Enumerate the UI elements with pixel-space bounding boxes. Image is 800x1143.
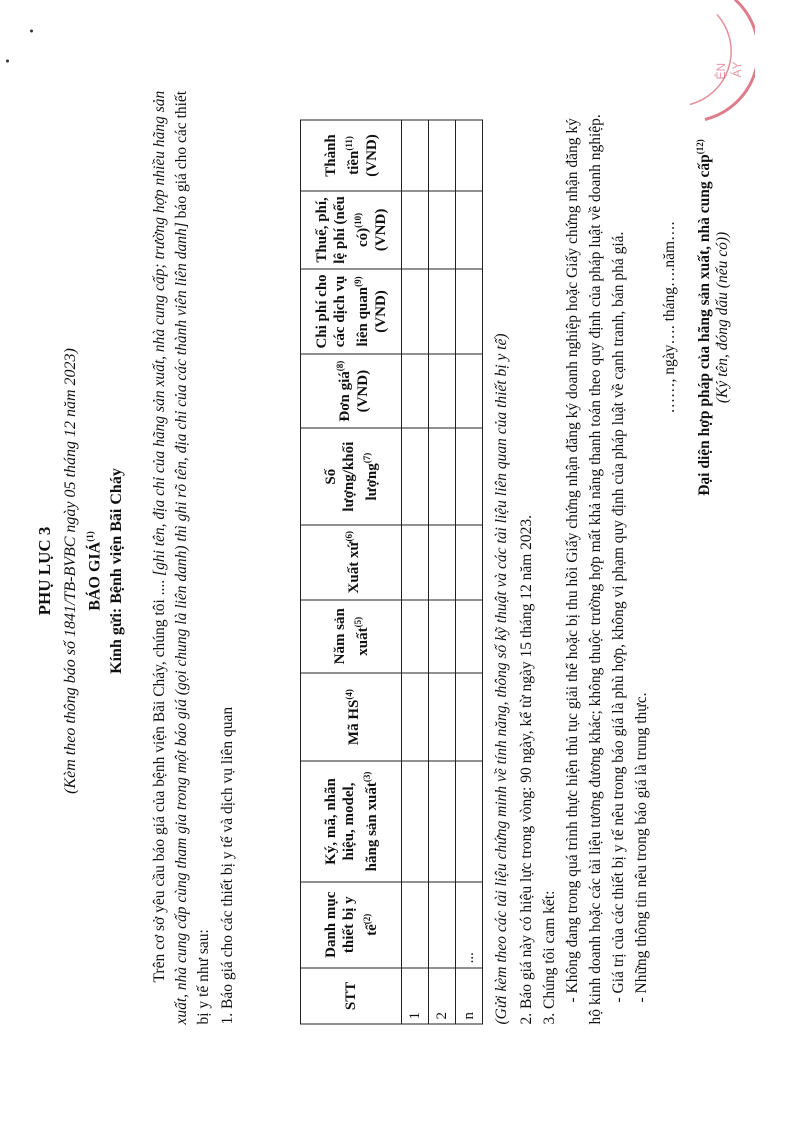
attachment-note: (Gửi kèm theo các tài liệu chứng minh về tính năng, thông số kỹ thuật và các tài liệu liên quan của thiết bị y tế) [493, 333, 510, 1025]
cell-stt: 1 [402, 968, 429, 1024]
intro-line-1: Trên cơ sở yêu cầu báo giá của bệnh viện Bãi Cháy, chúng tôi .... [ghi tên, địa chỉ của hãng sản xuất, nhà cung cấp; trường hợp nhiều hãng sản [151, 90, 168, 983]
col-hs-code: Mã HS$^{(4)}$ [301, 673, 402, 761]
seal-stamp-fragment [585, 0, 755, 140]
intro-line-2: xuất, nhà cung cấp cùng tham gia trong một báo giá (gọi chung là liên danh) thì ghi rõ tên, địa chỉ của các thành viên liên danh] báo giá cho các thiết [173, 90, 190, 1025]
signatory-title: Đại diện hợp pháp của hãng sản xuất, nhà cung cấp$^{(12)}$ [695, 139, 714, 496]
recipient: Kính gửi: Bệnh viện Bãi Cháy [108, 468, 125, 674]
col-tax: Thuế, phí, lệ phí (nếu có)$^{(10)}$ (VND) [301, 191, 402, 269]
commitment-1b: hộ kinh doanh hoặc các tài liệu tương đương khác; không thuộc trường hợp mất khả năng thanh toán theo quy định của pháp luật về doanh nghiệp. [587, 114, 604, 1025]
signatory-hint: (Ký tên, đóng dấu (nếu có)) [714, 231, 731, 404]
col-service-fee: Chi phí cho các dịch vụ liên quan$^{(9)}$ (VND) [301, 269, 402, 354]
section-1-heading: 1. Báo giá cho các thiết bị y tế và dịch vụ liên quan [219, 706, 236, 1025]
commitment-2: - Giá trị của các thiết bị y tế nêu trong báo giá là phù hợp, không vi phạm quy định của pháp luật về cạnh tranh, bán phá giá. [610, 231, 627, 1003]
svg-text:ÁY: ÁY [730, 61, 744, 78]
col-unit-price: Đơn giá$^{(8)}$ (VND) [301, 354, 402, 428]
col-quantity: Số lượng/khối lượng$^{(7)}$ [301, 428, 402, 525]
scan-speck [30, 30, 33, 33]
document-title: BÁO GIÁ$^{(1)}$ [85, 531, 104, 611]
commitment-1a: - Không đang trong quá trình thực hiện thủ tục giải thể hoặc bị thu hồi Giấy chứng nhận đăng ký doanh nghiệp hoặc Giấy chứng nhận đăng ký [564, 118, 581, 1003]
date-line: ……, ngày…. tháng….năm…. [661, 221, 678, 414]
col-origin: Xuất xứ$^{(6)}$ [301, 525, 402, 600]
table-header-row [301, 120, 402, 1024]
intro-line-3: bị y tế như sau: [195, 929, 212, 1025]
cell-category: ... [456, 882, 483, 968]
col-category: Danh mục thiết bị y tế$^{(2)}$ [301, 882, 402, 968]
validity-note: 2. Báo giá này có hiệu lực trong vòng: 90 ngày, kể từ ngày 15 tháng 12 năm 2023. [518, 514, 535, 1025]
table-row [429, 120, 456, 1024]
scan-speck [6, 60, 9, 63]
svg-text:ỆN: ỆN [714, 62, 728, 80]
commitment-3: - Những thông tin nêu trong báo giá là trung thực. [633, 692, 650, 1003]
col-total: Thành tiền$^{(11)}$ (VND) [301, 120, 402, 191]
cell-stt: n [456, 968, 483, 1024]
commitment-heading: 3. Chúng tôi cam kết: [541, 890, 558, 1025]
reference-line: (Kèm theo thông báo số 1841/TB-BVBC ngày 05 tháng 12 năm 2023) [62, 348, 79, 794]
table-row [402, 120, 429, 1024]
cell-stt: 2 [429, 968, 456, 1024]
cell-category [402, 882, 429, 968]
cell-category [429, 882, 456, 968]
col-stt: STT [301, 968, 402, 1024]
price-table [300, 120, 483, 1025]
appendix-title: PHỤ LỤC 3 [35, 526, 54, 616]
col-model: Ký, mã, nhãn hiệu, model, hãng sản xuất$^{(3)}$ [301, 761, 402, 881]
col-year: Năm sản xuất$^{(5)}$ [301, 600, 402, 673]
table-row [456, 120, 483, 1024]
